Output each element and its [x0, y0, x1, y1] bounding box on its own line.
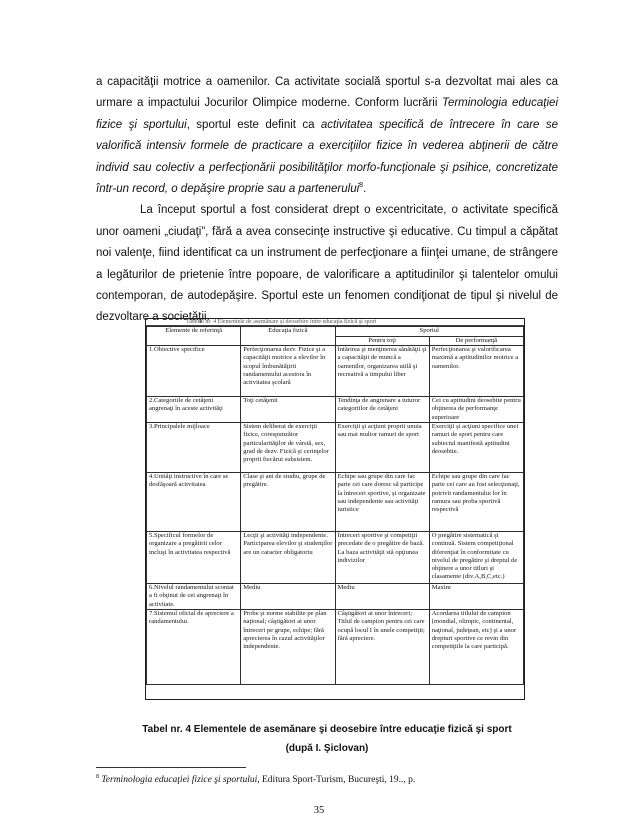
- footnote-divider: [96, 767, 246, 768]
- page-number: 35: [313, 805, 325, 816]
- text-run: .: [363, 183, 367, 196]
- table-cell: Echipe sau grupe din care fac parte cei care doresc să participe la întreceri sportive, şi organizate sau independente sau activităţi turistice: [335, 473, 429, 532]
- header-sportul: Sportul: [335, 327, 524, 337]
- table-cell: Echipe sau grupe din care fac parte cei care au fost selecţionaţi, potrivit randamentului lor în ramura sau proba sportivă respectivă: [429, 473, 523, 532]
- table-cell: 2.Categoriile de cetăţeni angrenaţi în aceste activităţi: [147, 397, 241, 423]
- table-row: [147, 423, 524, 473]
- header-elemente: Elemente de referinţă: [147, 327, 241, 346]
- table-cell: Sistem deliberat de exerciţii fizice, corespunzător particularităţilor de vârstă, sex, grad de dezv. Fizică şi cerinţelor proprii fiecărui subsistem.: [241, 423, 335, 473]
- header-de-performanta: De performanţă: [429, 337, 523, 346]
- header-pentru-toti: Pentru toţi: [335, 337, 429, 346]
- sport-definition-quote: activitatea specifică de întrecere în care se valorifică intensiv formele de practicare a exerciţiilor fizice în vederea abţinerii de către individ sau colectiv a perfecţionării posibilităţilor morfo-funcţionale şi psihice, concretizate într-un record, o depăşire proprie sau a partenerului: [96, 118, 558, 196]
- table-cell: Câştigători ai unor întreceri; Titlul de campion pentru cei care ocupă locul I în unele competiţii; fără apreciere.: [335, 610, 429, 685]
- footnote-title: Terminologia educaţiei fizice şi sportului: [101, 775, 258, 786]
- text-run: a capacităţii motrice a oamenilor. Ca activitate socială sportul s-a dezvoltat mai ales ca urmare a impactului Jocurilor Olimpice moderne. Conform lucrării: [96, 76, 558, 110]
- table-cell: Lecţii şi activităţi independente. Participarea elevilor şi studenţilor are un caracter obligatoriu: [241, 532, 335, 584]
- table-row: [147, 532, 524, 584]
- table-cell: Maxim: [429, 584, 523, 610]
- table-cell: Cei cu aptitudini deosebite pentru obţinerea de performanţe superioare: [429, 397, 523, 423]
- table-row: [147, 610, 524, 685]
- table-header-row: [147, 327, 524, 337]
- book-title-reference: Terminologia educaţiei fizice şi sportului: [96, 97, 558, 131]
- table-cell: 7.Sistemul oficial de apreciere a randamentului.: [147, 610, 241, 685]
- comparison-table: [146, 326, 524, 685]
- text-run: , sportul este definit ca: [186, 118, 321, 131]
- table-row: [147, 473, 524, 532]
- table-cell: Mediu: [335, 584, 429, 610]
- table-cell: 6.Nivelul randamentului scontat a fi obţinut de cei angrenaţi în activitate.: [147, 584, 241, 610]
- body-text: [96, 72, 558, 329]
- paragraph-definition: [96, 72, 558, 200]
- footnote: [96, 771, 558, 786]
- table-caption-source: (după I. Şiclovan): [285, 743, 369, 754]
- table-cell: Întreceri sportive şi competiţii precedate de o pregătire de bază. La baza activităţii stă opţiunea indivizilor: [335, 532, 429, 584]
- table-cell: 5.Specificul formelor de organizare a pregătirii celor incluşi în activitatea respectivă: [147, 532, 241, 584]
- table-caption: Tabel nr. 4 Elementele de asemănare şi deosebire între educaţie fizică şi sport: [142, 724, 512, 735]
- table-cell: Probe şi norme stabilite pe plan naţional; câştigători ai unor întreceri pe grupe, echipe; fără aprecierea în cazul activităţilor independente.: [241, 610, 335, 685]
- table-top-strip: Tabelul nr. 4 Elementele de asemănare şi deosebire între educaţia fizică şi sport: [146, 319, 524, 326]
- table-row: [147, 397, 524, 423]
- footnote-reference[interactable]: 8: [359, 182, 364, 190]
- paragraph-history: La început sportul a fost considerat drept o excentricitate, o activitate specifică unor oameni „ciudaţi”, fără a avea consecinţe instructive şi educative. Cu timpul a căpătat noi valenţe, fiind identificat ca un instrument de perfecţionare a fiinţei umane, de strângere a legăturilor de prietenie între popoare, de valorificare a aptitudinilor şi talentelor omului contemporan, de autodepăşire. Sportul este un fenomen condiţionat de tipul şi nivelul de dezvoltare a societăţii.: [96, 204, 558, 324]
- table-cell: Acordarea titlului de campion (mondial, olimpic, continental, naţional, judeţean, etc) şi a unor drepturi sportive ce revin din competiţiile la care participă.: [429, 610, 523, 685]
- header-educatia-fizica: Educaţia fizică: [241, 327, 335, 346]
- table-cell: 3.Principalele mijloace: [147, 423, 241, 473]
- table-cell: Toţi cetăţenii: [241, 397, 335, 423]
- table-cell: 1.Obiective specifice: [147, 346, 241, 397]
- table-cell: 4.Unităţi instructive în care se desfăşoară activitatea: [147, 473, 241, 532]
- footnote-mark: 8: [96, 774, 99, 780]
- table-row: [147, 584, 524, 610]
- table-cell: Tendinţa de angrenare a tuturor categoriilor de cetăţeni: [335, 397, 429, 423]
- comparison-table-image: [145, 318, 525, 700]
- table-cell: Mediu: [241, 584, 335, 610]
- table-cell: Exerciţii şi acţiuni proprii unuia sau mai multor ramuri de sport: [335, 423, 429, 473]
- footnote-details: , Editura Sport-Turism, Bucureşti, 19.., p.: [257, 775, 416, 786]
- table-cell: Exerciţii şi acţiuni specifice unei ramuri de sport pentru care subiectul manifestă aptitudini deosebite.: [429, 423, 523, 473]
- table-cell: Perfecţionarea şi valorificarea maximă a aptitudinilor motrice a oamenilor.: [429, 346, 523, 397]
- table-cell: Întărirea şi menţinerea sănătăţii şi a capacităţii de muncă a oamenilor, organizarea utilă şi recreativă a timpului liber: [335, 346, 429, 397]
- table-cell: Clase şi ani de studiu, grupe de pregătire.: [241, 473, 335, 532]
- table-row: [147, 346, 524, 397]
- table-cell: O pregătire sistematică şi continuă. Sistem competiţional diferenţiat în conformitate cu nivelul de pregătire şi dreptul de obţinere a unor titluri şi clasamente (div.A,B,C,etc.): [429, 532, 523, 584]
- table-cell: Perfecţionarea dezv. Fizice şi a capacităţii motrice a elevilor în scopul îmbunătăţirii randamentului acestora în activitatea şcolară: [241, 346, 335, 397]
